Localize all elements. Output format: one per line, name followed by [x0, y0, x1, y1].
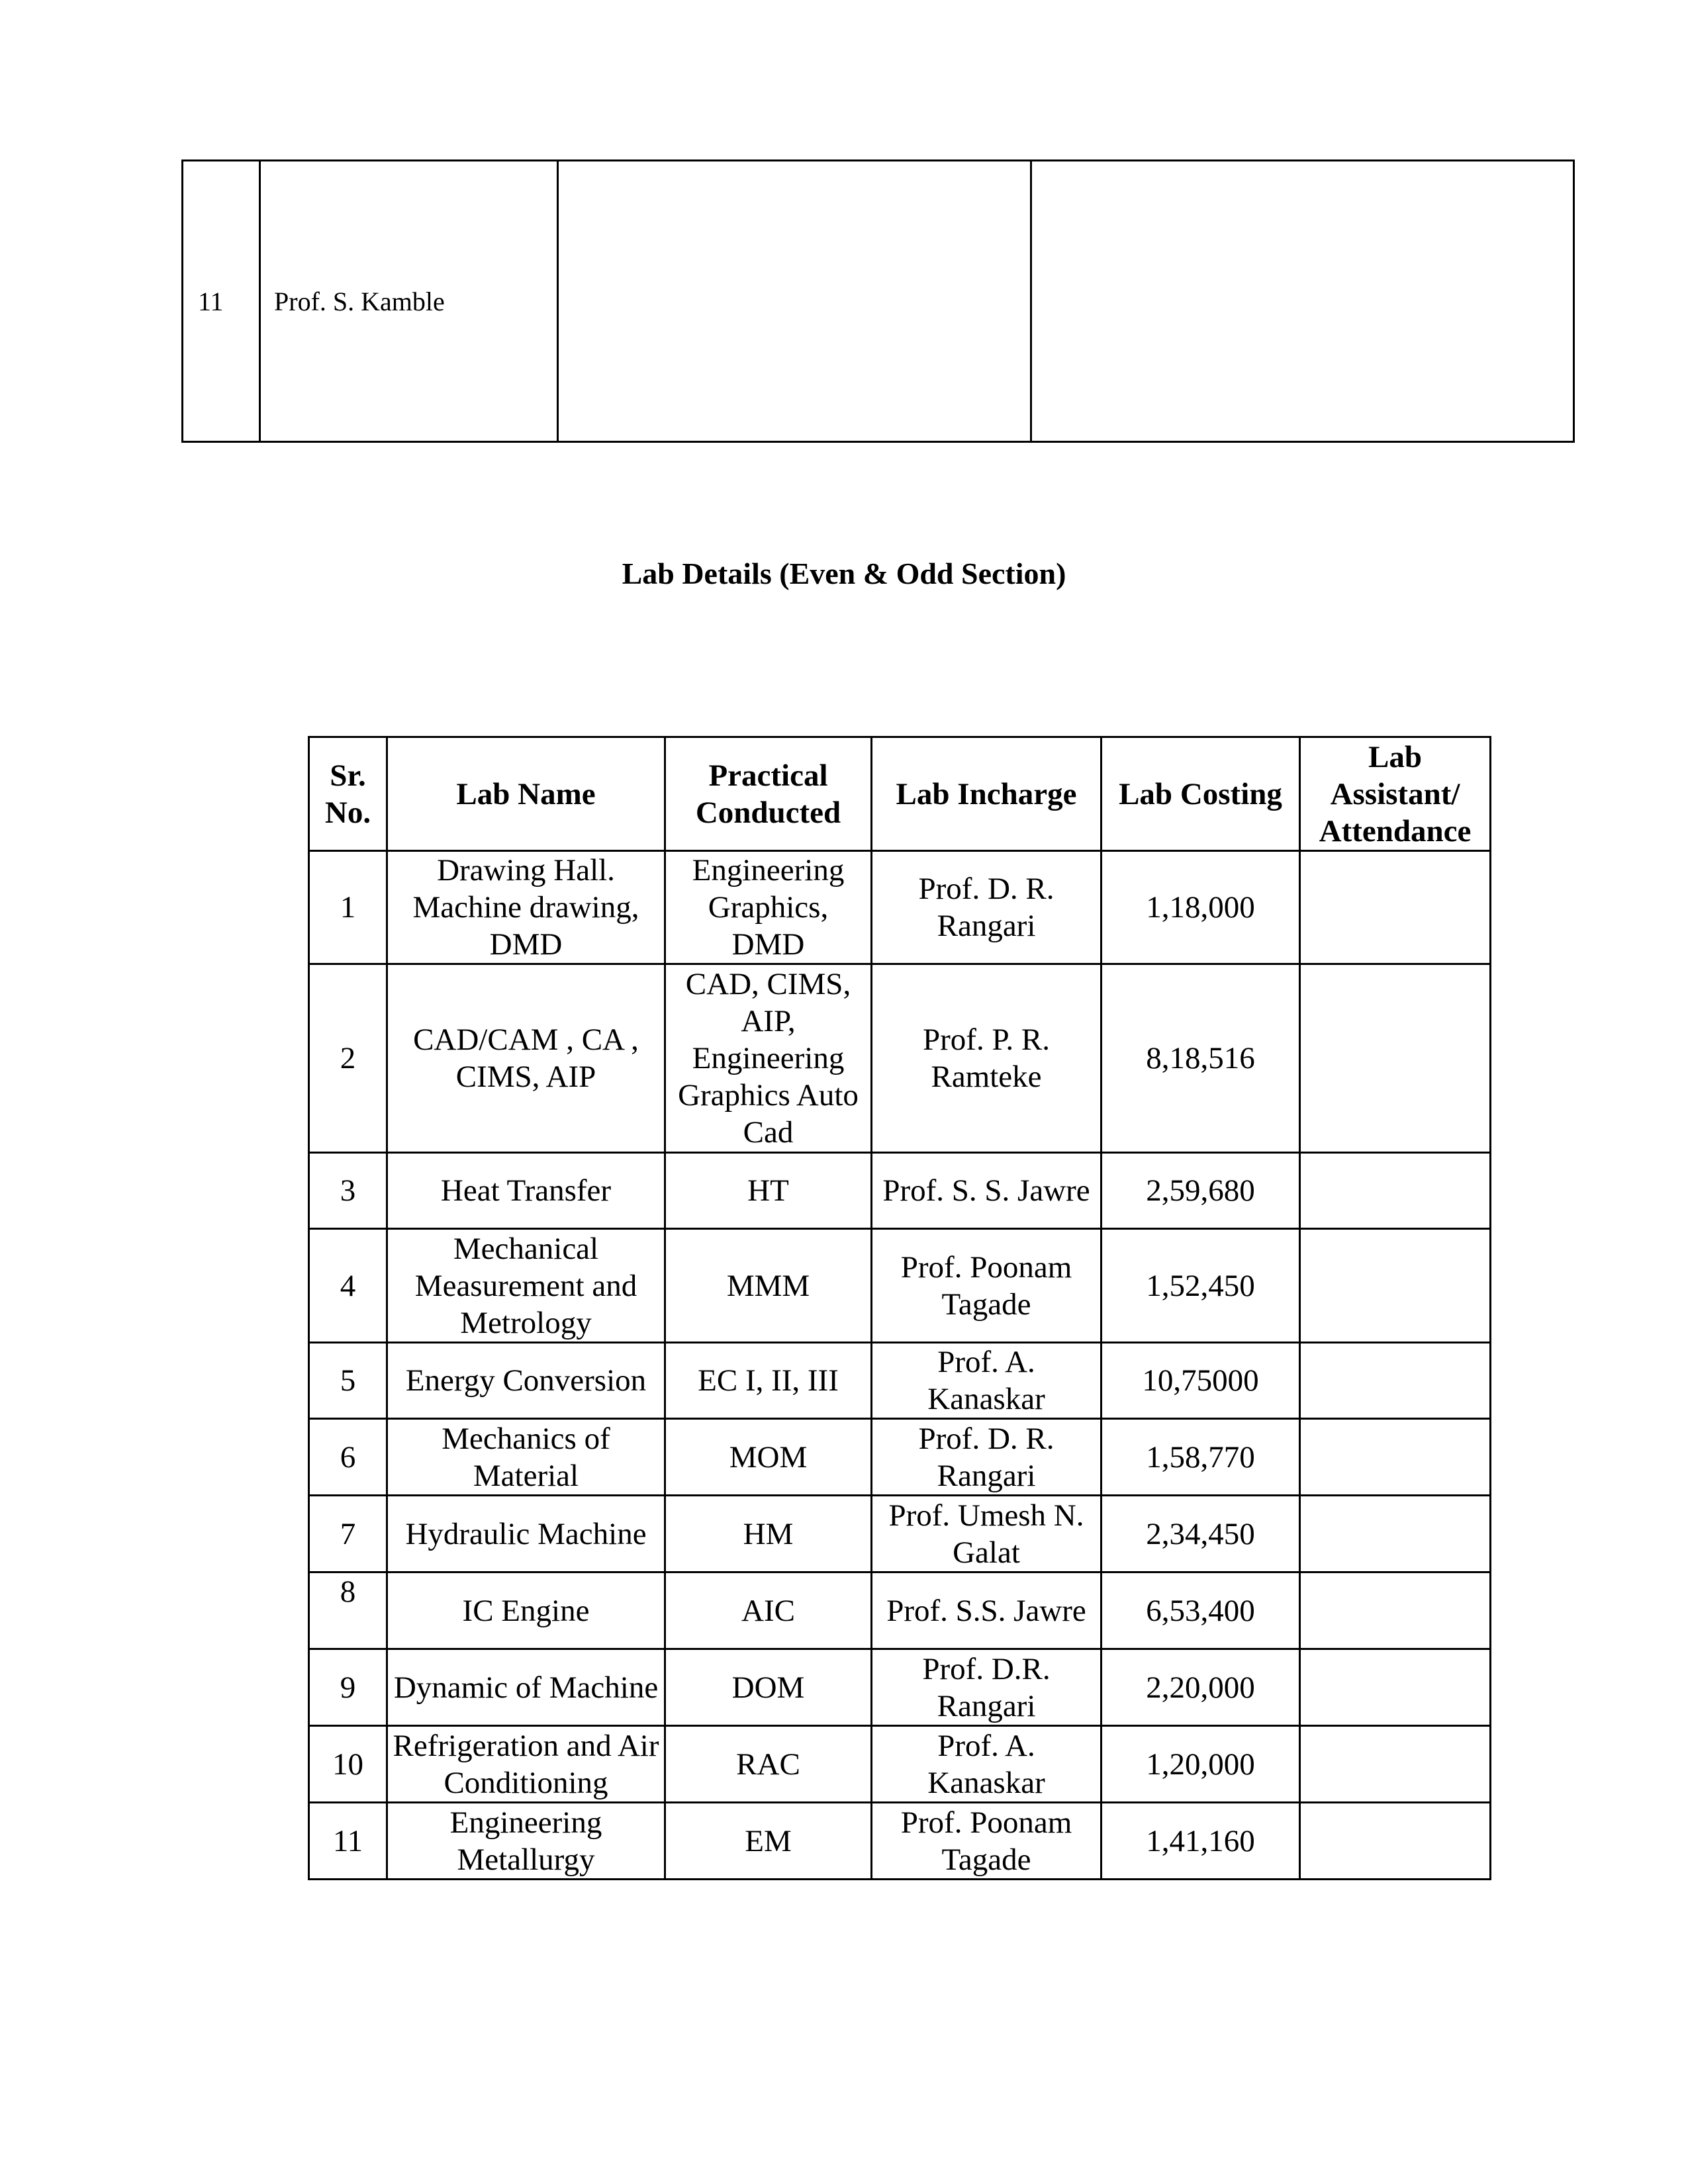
sr-cell: 9	[309, 1649, 387, 1726]
table-row	[309, 1343, 1491, 1419]
header-assistant: Lab Assistant/ Attendance	[1300, 737, 1491, 851]
costing-cell: 10,75000	[1102, 1343, 1300, 1419]
practical-cell: HT	[665, 1153, 872, 1229]
costing-cell: 2,34,450	[1102, 1496, 1300, 1572]
table-row	[183, 161, 1574, 442]
sr-cell: 5	[309, 1343, 387, 1419]
sr-cell: 11	[183, 161, 260, 442]
lab-name-cell: Refrigeration and Air Conditioning	[387, 1726, 665, 1803]
incharge-cell: Prof. Poonam Tagade	[872, 1803, 1102, 1880]
practical-cell: MMM	[665, 1229, 872, 1343]
incharge-cell: Prof. Poonam Tagade	[872, 1229, 1102, 1343]
sr-cell: 6	[309, 1419, 387, 1496]
table-row	[309, 1229, 1491, 1343]
costing-cell: 2,20,000	[1102, 1649, 1300, 1726]
header-practical: Practical Conducted	[665, 737, 872, 851]
incharge-cell: Prof. D.R. Rangari	[872, 1649, 1102, 1726]
sr-cell: 11	[309, 1803, 387, 1880]
assistant-cell	[1300, 851, 1491, 964]
lab-name-cell: Hydraulic Machine	[387, 1496, 665, 1572]
practical-cell: AIC	[665, 1572, 872, 1649]
lab-name-cell: Heat Transfer	[387, 1153, 665, 1229]
incharge-cell: Prof. S. S. Jawre	[872, 1153, 1102, 1229]
practical-cell: HM	[665, 1496, 872, 1572]
lab-name-cell: CAD/CAM , CA , CIMS, AIP	[387, 964, 665, 1153]
assistant-cell	[1300, 1343, 1491, 1419]
header-row	[309, 737, 1491, 851]
practical-cell: CAD, CIMS, AIP, Engineering Graphics Auto Cad	[665, 964, 872, 1153]
assistant-cell	[1300, 1649, 1491, 1726]
incharge-cell: Prof. A. Kanaskar	[872, 1726, 1102, 1803]
practical-cell: Engineering Graphics, DMD	[665, 851, 872, 964]
costing-cell: 1,20,000	[1102, 1726, 1300, 1803]
lab-name-cell: IC Engine	[387, 1572, 665, 1649]
sr-cell: 10	[309, 1726, 387, 1803]
practical-cell: RAC	[665, 1726, 872, 1803]
empty-cell	[558, 161, 1031, 442]
table-row	[309, 1496, 1491, 1572]
assistant-cell	[1300, 1572, 1491, 1649]
incharge-cell: Prof. P. R. Ramteke	[872, 964, 1102, 1153]
costing-cell: 1,18,000	[1102, 851, 1300, 964]
costing-cell: 1,52,450	[1102, 1229, 1300, 1343]
incharge-cell: Prof. D. R. Rangari	[872, 1419, 1102, 1496]
practical-cell: DOM	[665, 1649, 872, 1726]
table-row	[309, 1572, 1491, 1649]
sr-cell: 1	[309, 851, 387, 964]
incharge-cell: Prof. Umesh N. Galat	[872, 1496, 1102, 1572]
sr-cell: 4	[309, 1229, 387, 1343]
costing-cell: 1,41,160	[1102, 1803, 1300, 1880]
costing-cell: 2,59,680	[1102, 1153, 1300, 1229]
incharge-cell: Prof. D. R. Rangari	[872, 851, 1102, 964]
header-lab-name: Lab Name	[387, 737, 665, 851]
table-row	[309, 1153, 1491, 1229]
empty-cell	[1031, 161, 1574, 442]
costing-cell: 1,58,770	[1102, 1419, 1300, 1496]
assistant-cell	[1300, 1496, 1491, 1572]
header-incharge: Lab Incharge	[872, 737, 1102, 851]
sr-cell: 7	[309, 1496, 387, 1572]
table-row	[309, 1419, 1491, 1496]
lab-name-cell: Dynamic of Machine	[387, 1649, 665, 1726]
table-row	[309, 964, 1491, 1153]
costing-cell: 6,53,400	[1102, 1572, 1300, 1649]
practical-cell: EC I, II, III	[665, 1343, 872, 1419]
costing-cell: 8,18,516	[1102, 964, 1300, 1153]
assistant-cell	[1300, 1153, 1491, 1229]
assistant-cell	[1300, 1229, 1491, 1343]
practical-cell: MOM	[665, 1419, 872, 1496]
lab-name-cell: Engineering Metallurgy	[387, 1803, 665, 1880]
section-title: Lab Details (Even & Odd Section)	[622, 557, 1066, 590]
lab-name-cell: Mechanics of Material	[387, 1419, 665, 1496]
assistant-cell	[1300, 1726, 1491, 1803]
assistant-cell	[1300, 964, 1491, 1153]
table-row	[309, 1803, 1491, 1880]
header-costing: Lab Costing	[1102, 737, 1300, 851]
assistant-cell	[1300, 1803, 1491, 1880]
incharge-cell: Prof. A. Kanaskar	[872, 1343, 1102, 1419]
lab-name-cell: Energy Conversion	[387, 1343, 665, 1419]
header-sr: Sr. No.	[309, 737, 387, 851]
sr-cell: 8	[309, 1572, 387, 1649]
sr-cell: 2	[309, 964, 387, 1153]
table-row	[309, 1649, 1491, 1726]
faculty-table	[181, 159, 1575, 443]
practical-cell: EM	[665, 1803, 872, 1880]
assistant-cell	[1300, 1419, 1491, 1496]
table-row	[309, 1726, 1491, 1803]
incharge-cell: Prof. S.S. Jawre	[872, 1572, 1102, 1649]
lab-name-cell: Drawing Hall. Machine drawing, DMD	[387, 851, 665, 964]
lab-details-table	[308, 736, 1491, 1880]
lab-name-cell: Mechanical Measurement and Metrology	[387, 1229, 665, 1343]
faculty-name-cell: Prof. S. Kamble	[260, 161, 558, 442]
sr-cell: 3	[309, 1153, 387, 1229]
table-row	[309, 851, 1491, 964]
